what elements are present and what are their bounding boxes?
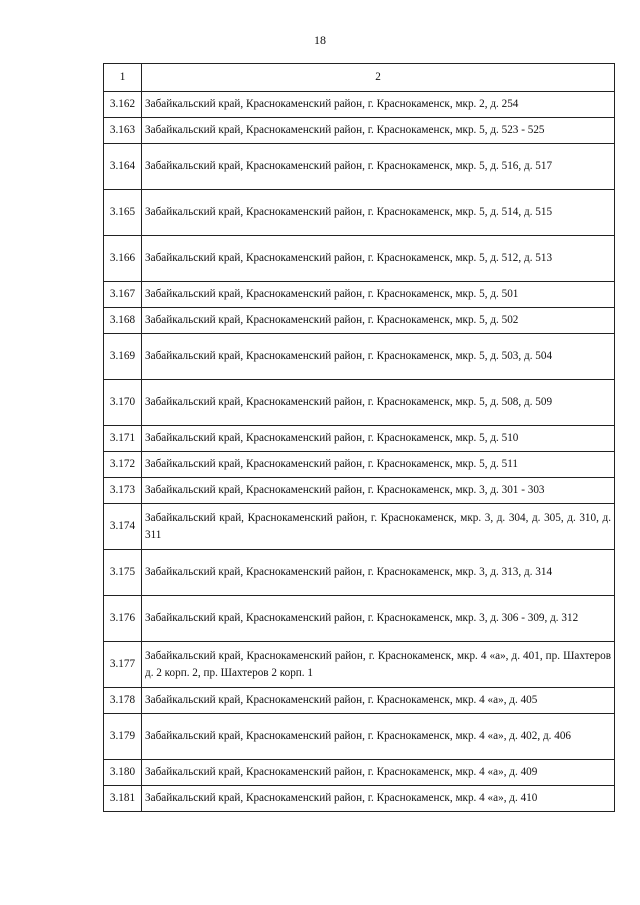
row-number: 3.169: [104, 334, 142, 380]
row-address: Забайкальский край, Краснокаменский район, г. Краснокаменск, мкр. 5, д. 516, д. 517: [142, 144, 615, 190]
row-number: 3.166: [104, 236, 142, 282]
table-header-row: [104, 64, 615, 92]
row-number: 3.177: [104, 642, 142, 688]
table-row: [104, 478, 615, 504]
row-number: 3.162: [104, 92, 142, 118]
row-address: Забайкальский край, Краснокаменский район, г. Краснокаменск, мкр. 3, д. 306 - 309, д. 312: [142, 596, 615, 642]
address-table: [103, 63, 615, 812]
row-number: 3.173: [104, 478, 142, 504]
row-number: 3.178: [104, 688, 142, 714]
row-address: Забайкальский край, Краснокаменский район, г. Краснокаменск, мкр. 4 «а», д. 402, д. 406: [142, 714, 615, 760]
table-row: [104, 380, 615, 426]
table-row: [104, 550, 615, 596]
row-number: 3.180: [104, 760, 142, 786]
row-address: Забайкальский край, Краснокаменский район, г. Краснокаменск, мкр. 5, д. 501: [142, 282, 615, 308]
table-row: [104, 452, 615, 478]
table-row: [104, 92, 615, 118]
page-number: 18: [314, 33, 326, 47]
row-address: Забайкальский край, Краснокаменский район, г. Краснокаменск, мкр. 2, д. 254: [142, 92, 615, 118]
table-row: [104, 308, 615, 334]
row-address: Забайкальский край, Краснокаменский район, г. Краснокаменск, мкр. 5, д. 503, д. 504: [142, 334, 615, 380]
table-row: [104, 688, 615, 714]
table-row: [104, 714, 615, 760]
table-row: [104, 760, 615, 786]
table-row: [104, 118, 615, 144]
row-number: 3.168: [104, 308, 142, 334]
table-row: [104, 190, 615, 236]
row-address: Забайкальский край, Краснокаменский район, г. Краснокаменск, мкр. 3, д. 301 - 303: [142, 478, 615, 504]
table-row: [104, 504, 615, 550]
row-address: Забайкальский край, Краснокаменский район, г. Краснокаменск, мкр. 5, д. 523 - 525: [142, 118, 615, 144]
table-row: [104, 236, 615, 282]
table-row: [104, 334, 615, 380]
table-row: [104, 426, 615, 452]
row-number: 3.167: [104, 282, 142, 308]
row-number: 3.174: [104, 504, 142, 550]
row-number: 3.164: [104, 144, 142, 190]
column-header-number: 1: [104, 64, 142, 92]
row-address: Забайкальский край, Краснокаменский район, г. Краснокаменск, мкр. 5, д. 508, д. 509: [142, 380, 615, 426]
row-address: Забайкальский край, Краснокаменский район, г. Краснокаменск, мкр. 4 «а», д. 405: [142, 688, 615, 714]
table-row: [104, 144, 615, 190]
row-address: Забайкальский край, Краснокаменский район, г. Краснокаменск, мкр. 4 «а», д. 410: [142, 786, 615, 812]
row-address: Забайкальский край, Краснокаменский район, г. Краснокаменск, мкр. 5, д. 502: [142, 308, 615, 334]
row-number: 3.170: [104, 380, 142, 426]
row-number: 3.179: [104, 714, 142, 760]
column-header-address: 2: [142, 64, 615, 92]
row-number: 3.175: [104, 550, 142, 596]
row-address: Забайкальский край, Краснокаменский район, г. Краснокаменск, мкр. 5, д. 512, д. 513: [142, 236, 615, 282]
row-address: Забайкальский край, Краснокаменский район, г. Краснокаменск, мкр. 4 «а», д. 401, пр. Шахтеров д. 2 корп. 2, пр. Шахтеров 2 корп. 1: [142, 642, 615, 688]
row-number: 3.176: [104, 596, 142, 642]
row-number: 3.172: [104, 452, 142, 478]
row-number: 3.165: [104, 190, 142, 236]
row-number: 3.171: [104, 426, 142, 452]
table-row: [104, 282, 615, 308]
table-row: [104, 786, 615, 812]
row-address: Забайкальский край, Краснокаменский район, г. Краснокаменск, мкр. 5, д. 514, д. 515: [142, 190, 615, 236]
row-number: 3.181: [104, 786, 142, 812]
table-row: [104, 596, 615, 642]
row-address: Забайкальский край, Краснокаменский район, г. Краснокаменск, мкр. 3, д. 304, д. 305, д. 310, д. 311: [142, 504, 615, 550]
row-number: 3.163: [104, 118, 142, 144]
row-address: Забайкальский край, Краснокаменский район, г. Краснокаменск, мкр. 3, д. 313, д. 314: [142, 550, 615, 596]
row-address: Забайкальский край, Краснокаменский район, г. Краснокаменск, мкр. 5, д. 510: [142, 426, 615, 452]
row-address: Забайкальский край, Краснокаменский район, г. Краснокаменск, мкр. 4 «а», д. 409: [142, 760, 615, 786]
row-address: Забайкальский край, Краснокаменский район, г. Краснокаменск, мкр. 5, д. 511: [142, 452, 615, 478]
table-row: [104, 642, 615, 688]
